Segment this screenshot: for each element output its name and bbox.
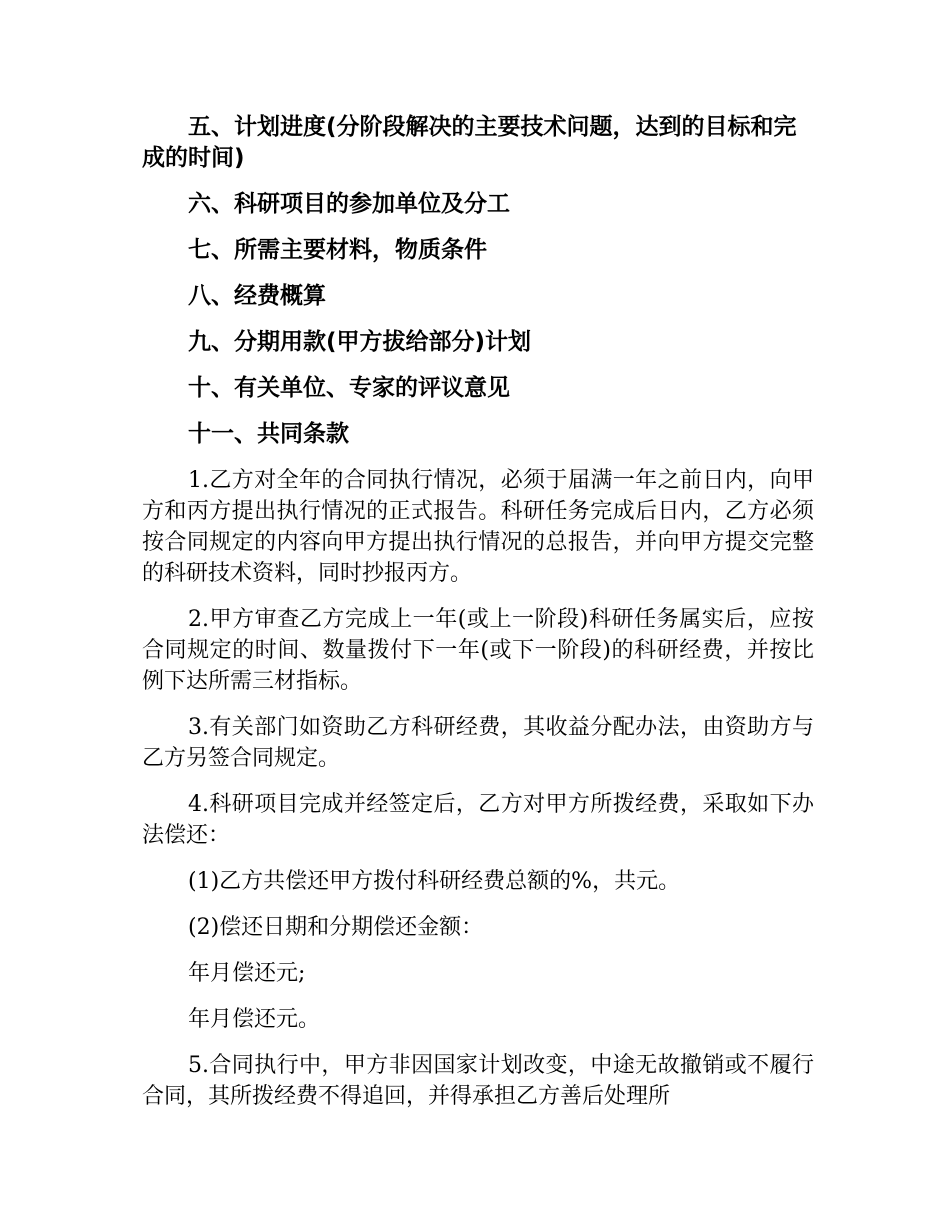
document-body — [142, 112, 814, 1127]
section-heading-11: 十一、共同条款 — [188, 421, 349, 447]
repayment-line-1: 年月偿还元; — [188, 961, 306, 986]
section-heading-9: 九、分期用款(甲方拔给部分)计划 — [188, 329, 532, 355]
clause-5: 5.合同执行中，甲方非因国家计划改变，中途无故撤销或不履行合同，其所拨经费不得追回，并得承担乙方善后处理所 — [142, 1053, 814, 1109]
section-heading-6: 六、科研项目的参加单位及分工 — [188, 191, 510, 217]
repayment-line-2: 年月偿还元。 — [188, 1007, 321, 1032]
clause-4: 4.科研项目完成并经签定后，乙方对甲方所拨经费，采取如下办法偿还： — [142, 792, 814, 848]
section-heading-7: 七、所需主要材料，物质条件 — [188, 237, 487, 263]
clause-4-item-1: (1)乙方共偿还甲方拨付科研经费总额的%，共元。 — [188, 869, 681, 894]
section-heading-8: 八、经费概算 — [188, 283, 326, 309]
clause-1: 1.乙方对全年的合同执行情况，必须于届满一年之前日内，向甲方和丙方提出执行情况的正式报告。科研任务完成后日内，乙方必须按合同规定的内容向甲方提出执行情况的总报告，并向甲方提交完整的科研技术资料，同时抄报丙方。 — [142, 468, 814, 586]
clause-3: 3.有关部门如资助乙方科研经费，其收益分配办法，由资助方与乙方另签合同规定。 — [142, 715, 814, 771]
section-heading-10: 十、有关单位、专家的评议意见 — [188, 375, 510, 401]
clause-2: 2.甲方审查乙方完成上一年(或上一阶段)科研任务属实后，应按合同规定的时间、数量拨付下一年(或下一阶段)的科研经费，并按比例下达所需三材指标。 — [142, 607, 814, 694]
clause-4-item-2: (2)偿还日期和分期偿还金额： — [188, 915, 484, 940]
section-heading-5: 五、计划进度(分阶段解决的主要技术问题，达到的目标和完成的时间) — [142, 114, 797, 171]
